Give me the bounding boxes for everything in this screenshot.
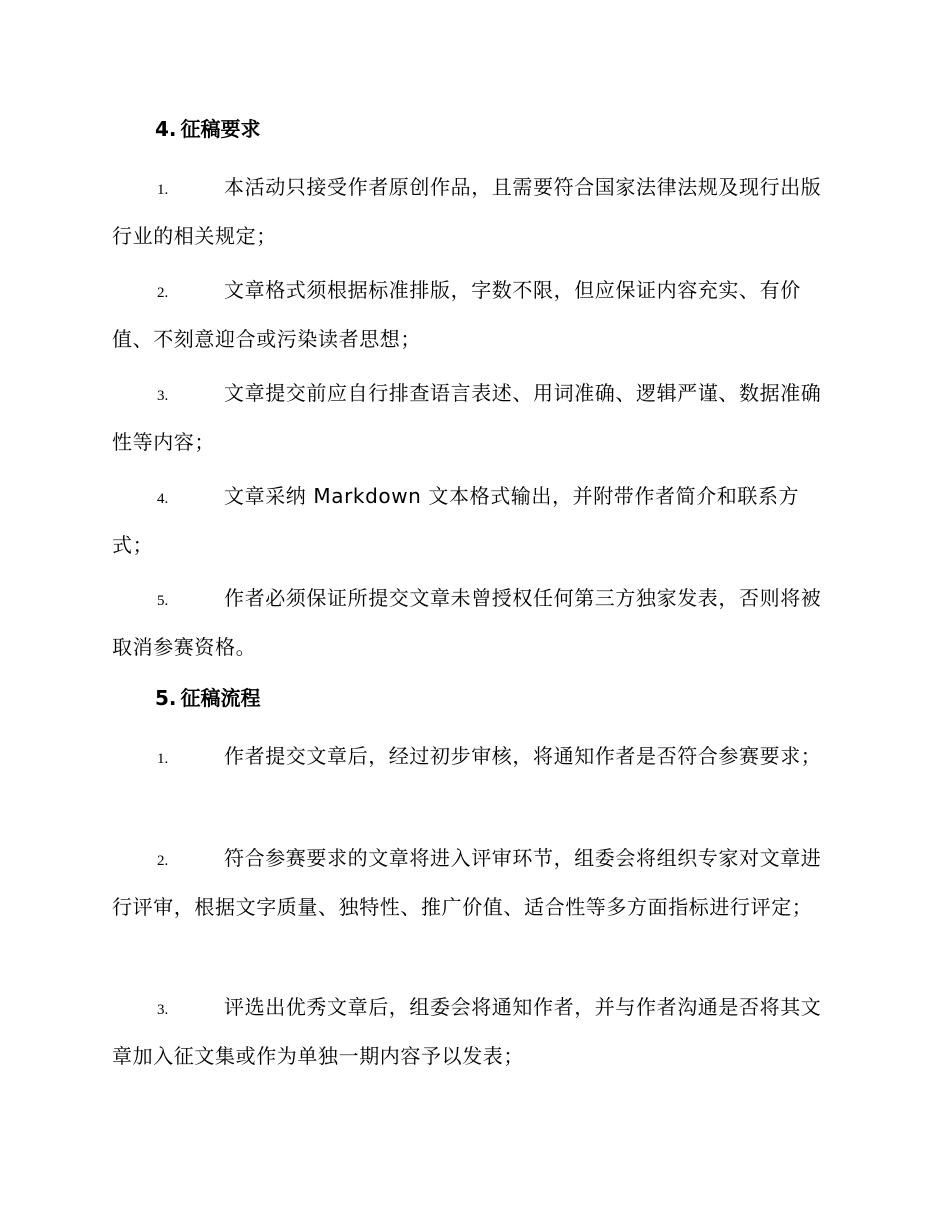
list-item: [112, 164, 834, 259]
list-marker: 2.: [157, 285, 169, 301]
list-item-text: 作者提交文章后，经过初步审核，将通知作者是否符合参赛要求；: [224, 744, 822, 768]
section-title: 征稿流程: [180, 686, 261, 710]
list-item-text: 本活动只接受作者原创作品，且需要符合国家法律法规及现行出版行业的相关规定；: [112, 175, 822, 248]
list-marker: 3.: [157, 1002, 169, 1018]
list-marker: 4.: [157, 491, 169, 507]
list-item-text: 文章格式须根据标准排版，字数不限，但应保证内容充实、有价值、不刻意迎合或污染读者思想；: [112, 278, 801, 351]
list-item: [112, 267, 834, 362]
list-item-text: 作者必须保证所提交文章未曾授权任何第三方独家发表，否则将被取消参赛资格。: [112, 586, 822, 659]
list-item: [112, 370, 834, 465]
list-item: [112, 733, 834, 782]
list-item: [112, 984, 834, 1079]
list-marker: 2.: [157, 853, 169, 869]
section-heading-requirements: [155, 115, 261, 143]
list-item: [112, 575, 834, 670]
section-number: 5.: [155, 686, 177, 710]
list-item-text: 文章提交前应自行排查语言表述、用词准确、逻辑严谨、数据准确性等内容；: [112, 381, 822, 454]
list-item-text: 评选出优秀文章后，组委会将通知作者，并与作者沟通是否将其文章加入征文集或作为单独一期内容予以发表；: [112, 995, 822, 1068]
section-title: 征稿要求: [180, 117, 261, 141]
list-marker: 1.: [157, 182, 169, 198]
list-item: [112, 835, 834, 930]
list-item-text: 符合参赛要求的文章将进入评审环节，组委会将组织专家对文章进行评审，根据文字质量、独特性、推广价值、适合性等多方面指标进行评定；: [112, 846, 822, 919]
list-item-text: 文章采纳 Markdown 文本格式输出，并附带作者简介和联系方式；: [112, 484, 800, 557]
section-heading-process: [155, 684, 261, 712]
list-item: [112, 473, 834, 568]
list-marker: 5.: [157, 593, 169, 609]
list-marker: 1.: [157, 751, 169, 767]
list-marker: 3.: [157, 388, 169, 404]
section-number: 4.: [155, 117, 177, 141]
